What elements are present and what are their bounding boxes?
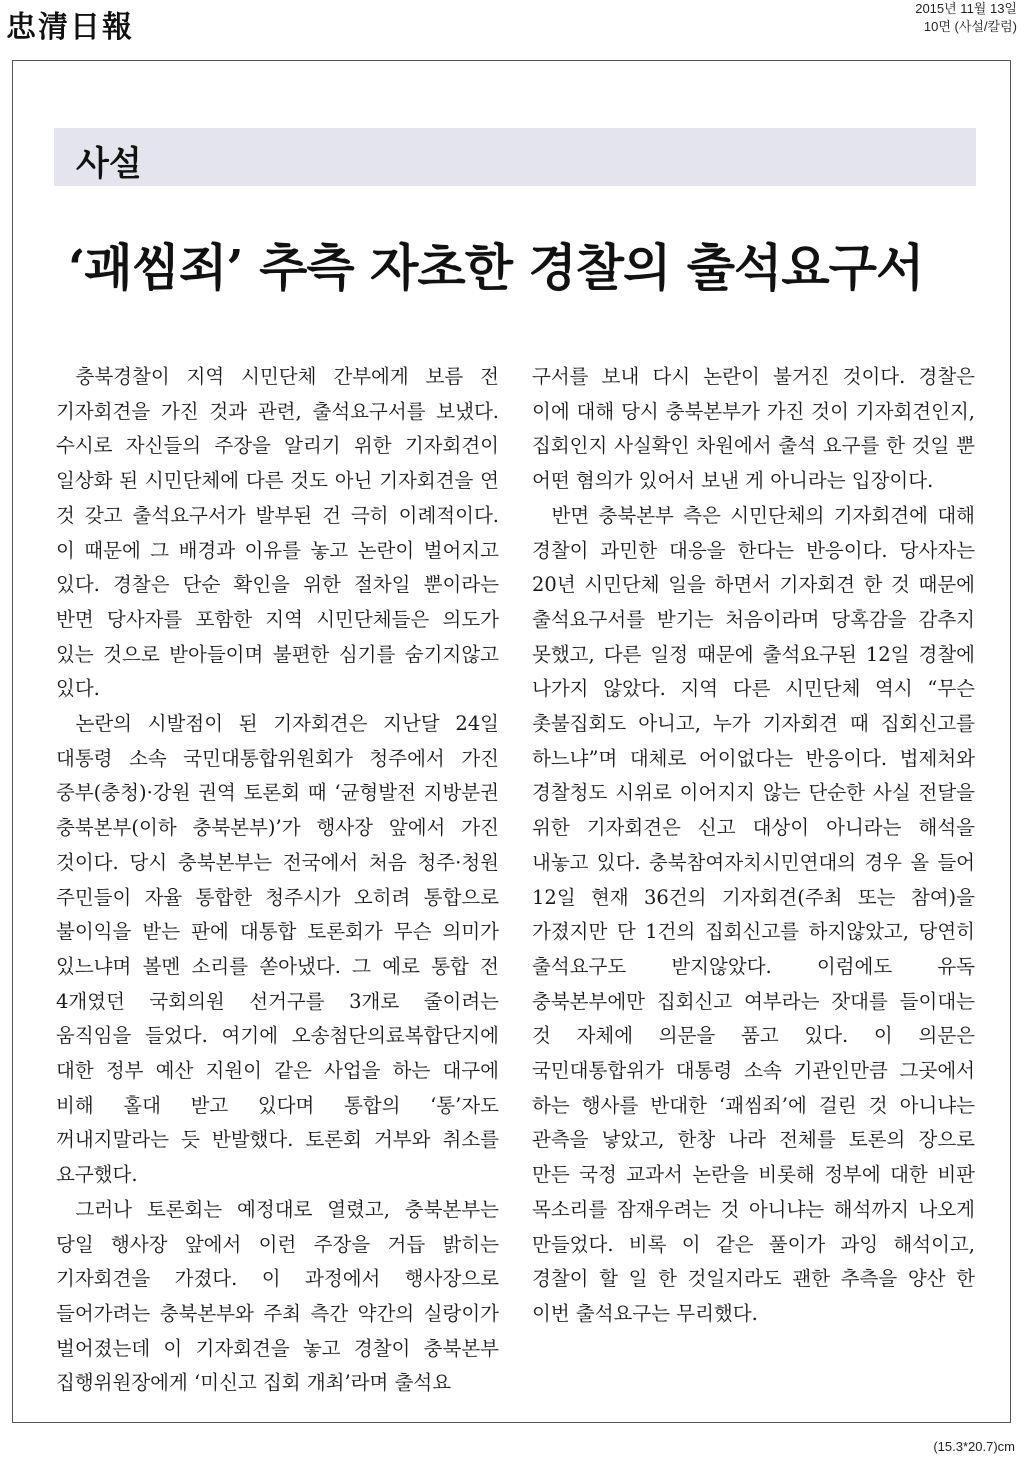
article-column-left (56, 360, 499, 1401)
size-note: (15.3*20.7)cm (933, 1439, 1015, 1454)
section-band (54, 128, 976, 186)
section-label: 사설 (76, 144, 142, 184)
issue-date: 2015년 11월 13일 (915, 1, 1017, 16)
page-info: 10면 (사설/칼럼) (923, 19, 1017, 34)
issue-meta (915, 0, 1017, 36)
newspaper-masthead: 忠清日報 (6, 10, 134, 45)
article-column-right (532, 360, 975, 1332)
article-headline: ‘괘씸죄’ 추측 자초한 경찰의 출석요구서 (68, 238, 924, 297)
paragraph-2: 논란의 시발점이 된 기자회견은 지난달 24일 대통령 소속 국민대통합위원회가 청주에서 가진 중부(충청)·강원 권역 토론회 때 ‘균형발전 지방분권 충북본부(이하 충북본부)’가 행사장 앞에서 가진 것이다. 당시 충북본부는 전국에서 처음 청주·청원 주민들이 자율 통합한 청주시가 오히려 통합으로 불이익을 받는 판에 대통합 토론회가 무슨 의미가 있느냐며 볼멘 소리를 쏟아냈다. 그 예로 통합 전 4개였던 국회의원 선거구를 3개로 줄이려는 움직임을 들었다. 여기에 오송첨단의료복합단지에 대한 정부 예산 지원이 같은 사업을 하는 대구에 비해 홀대 받고 있다며 통합의 ‘통’자도 꺼내지말라는 듯 반발했다. 토론회 거부와 취소를 요구했다. (56, 712, 499, 1187)
paragraph-3-end: 구서를 보내 다시 논란이 불거진 것이다. 경찰은 이에 대해 당시 충북본부가 가진 것이 기자회견인지, 집회인지 사실확인 차원에서 출석 요구를 한 것일 뿐 어떤 혐의가 있어서 보낸 게 아니라는 입장이다. (532, 365, 975, 493)
paragraph-3-start: 그러나 토론회는 예정대로 열렸고, 충북본부는 당일 행사장 앞에서 이런 주장을 거듭 밝히는 기자회견을 가졌다. 이 과정에서 행사장으로 들어가려는 충북본부와 주최 측간 약간의 실랑이가 벌어졌는데 이 기자회견을 놓고 경찰이 충북본부 집행위원장에게 ‘미신고 집회 개최’라며 출석요 (56, 1197, 499, 1395)
paragraph-4: 반면 충북본부 측은 시민단체의 기자회견에 대해 경찰이 과민한 대응을 한다는 반응이다. 당사자는 20년 시민단체 일을 하면서 기자회견 한 것 때문에 출석요구서를 받기는 처음이라며 당혹감을 감추지 못했고, 다른 일정 때문에 출석요구된 12일 경찰에 나가지 않았다. 지역 다른 시민단체 역시 “무슨 촛불집회도 아니고, 누가 기자회견 때 집회신고를 하느냐”며 대체로 어이없다는 반응이다. 법제처와 경찰청도 시위로 이어지지 않는 단순한 사실 전달을 위한 기자회견은 신고 대상이 아니라는 해석을 내놓고 있다. 충북참여자치시민연대의 경우 올 들어 12일 현재 36건의 기자회견(주최 또는 참여)을 가졌지만 단 1건의 집회신고를 하지않았고, 당연히 출석요구도 받지않았다. 이럼에도 유독 충북본부에만 집회신고 여부라는 잣대를 들이대는 것 자체에 의문을 품고 있다. 이 의문은 국민대통합위가 대통령 소속 기관인만큼 그곳에서 하는 행사를 반대한 ‘괘씸죄’에 걸린 것 아니냐는 관측을 낳았고, 한창 나라 전체를 토론의 장으로 만든 국정 교과서 논란을 비롯해 정부에 대한 비판 목소리를 잠재우려는 것 아니냐는 해석까지 나오게 만들었다. 비록 이 같은 풀이가 과잉 해석이고, 경찰이 할 일 한 것일지라도 괜한 추측을 양산 한 이번 출석요구는 무리했다. (532, 503, 975, 1325)
paragraph-1: 충북경찰이 지역 시민단체 간부에게 보름 전 기자회견을 가진 것과 관련, 출석요구서를 보냈다. 수시로 자신들의 주장을 알리기 위한 기자회견이 일상화 된 시민단체에 다른 것도 아닌 기자회견을 연 것 갖고 출석요구서가 발부된 건 극히 이례적이다. 이 때문에 그 배경과 이유를 놓고 논란이 벌어지고 있다. 경찰은 단순 확인을 위한 절차일 뿐이라는 반면 당사자를 포함한 지역 시민단체들은 의도가 있는 것으로 받아들이며 불편한 심기를 숨기지않고 있다. (56, 365, 499, 701)
